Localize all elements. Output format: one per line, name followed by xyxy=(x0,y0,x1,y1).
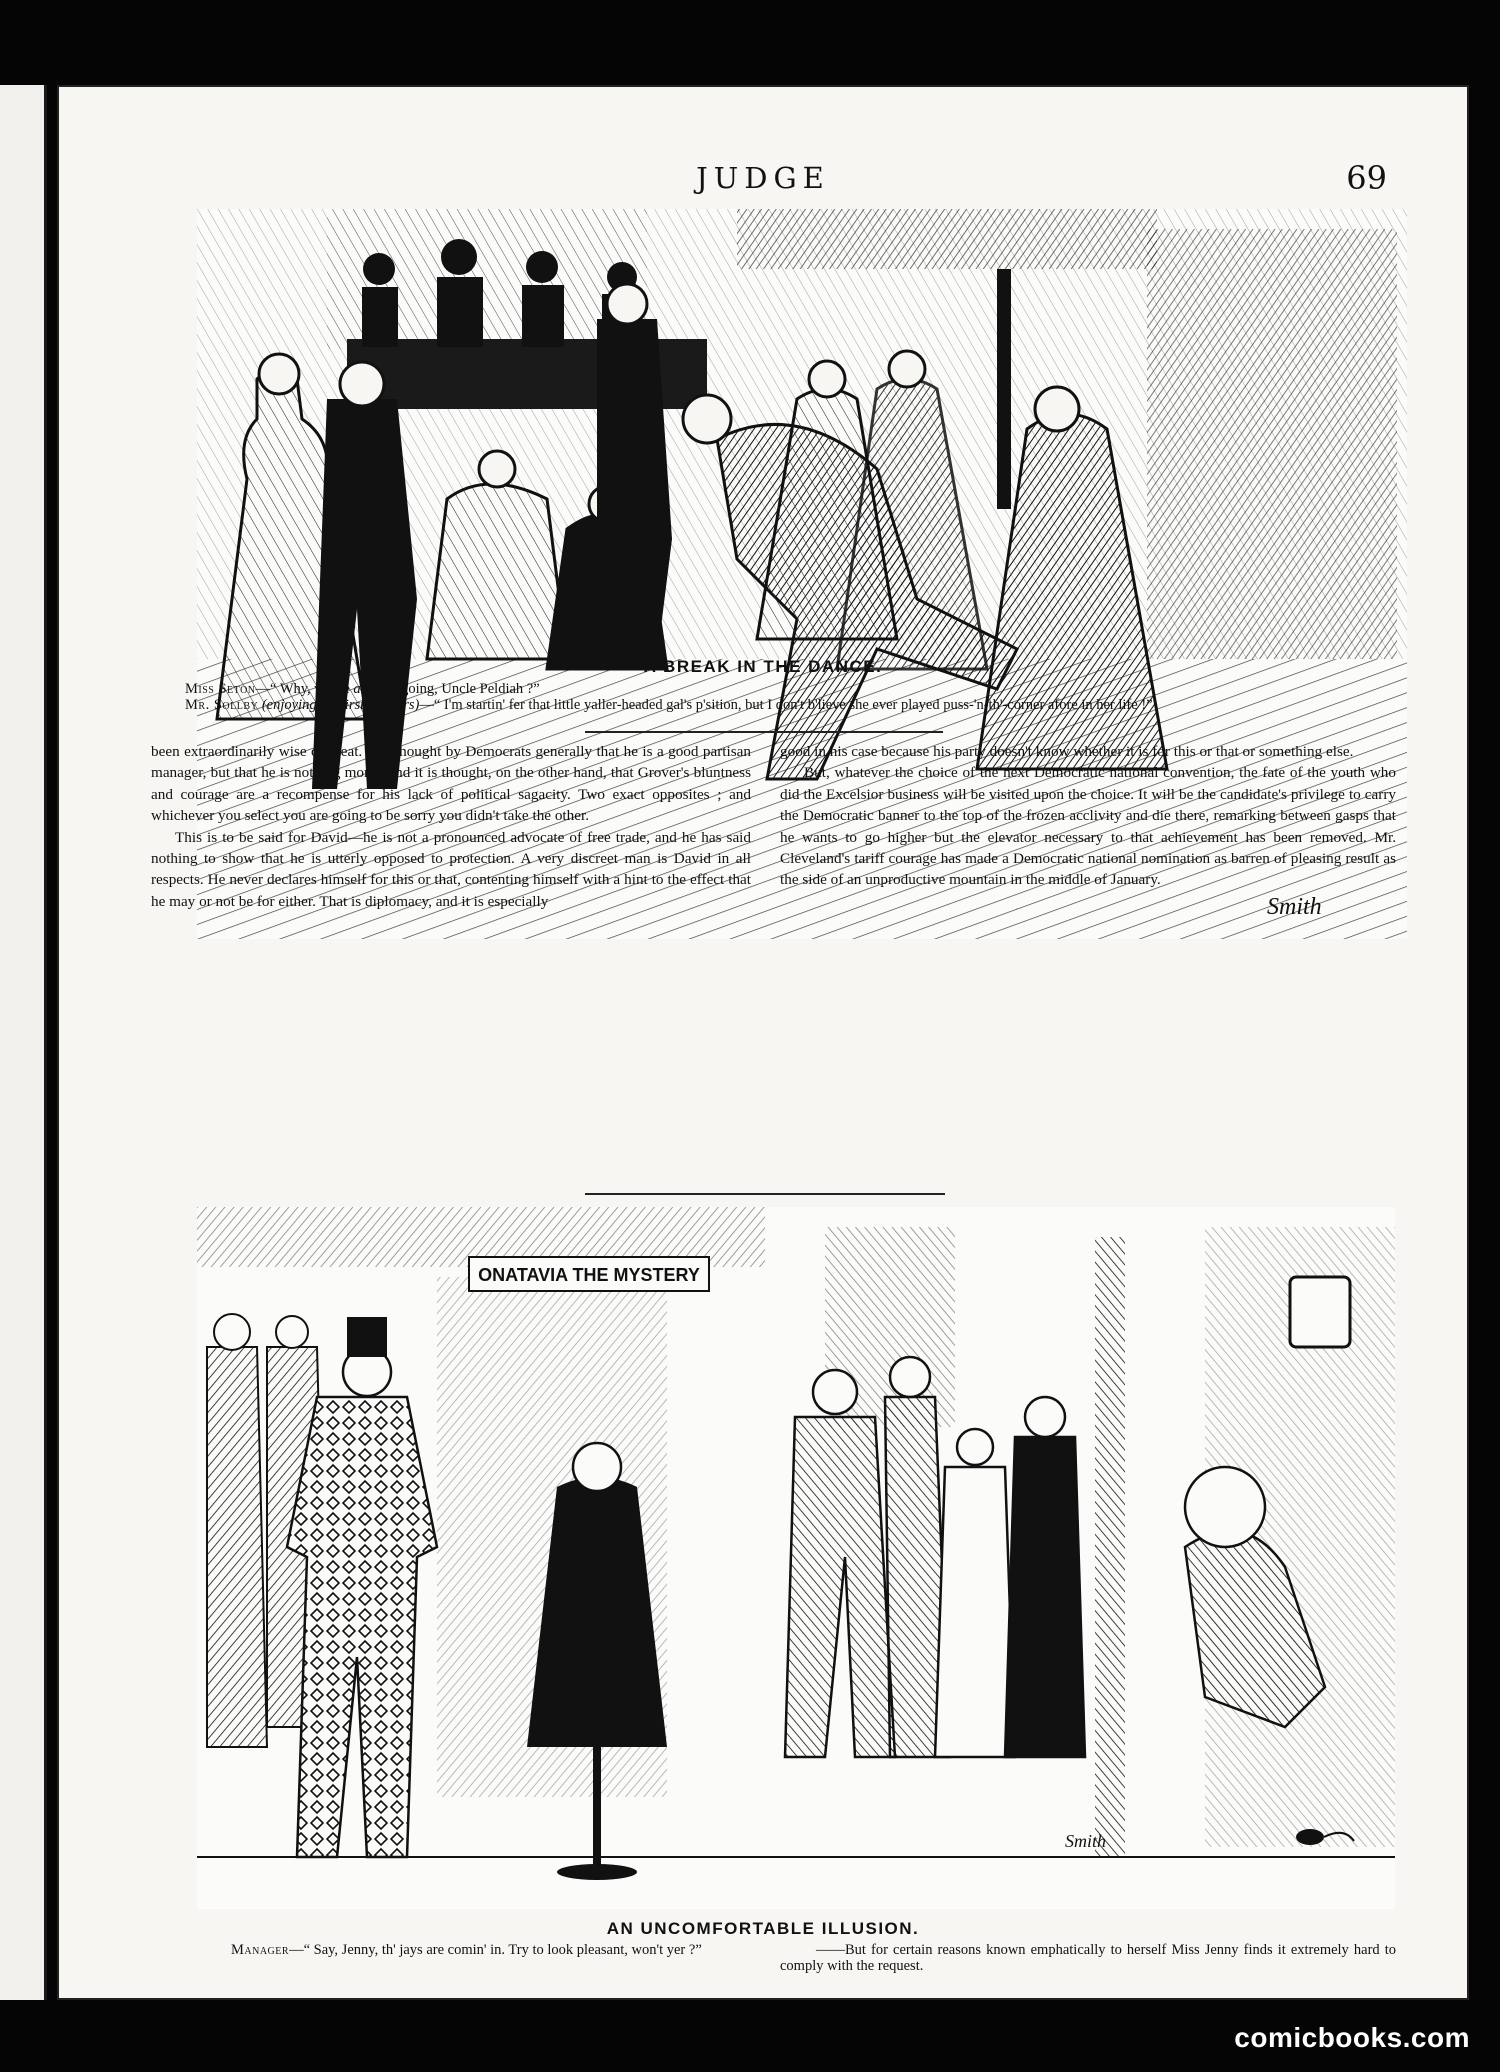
caption-line-mr-sollby xyxy=(149,697,1409,713)
artist-signature: Smith xyxy=(1065,1831,1107,1851)
artist-signature: Smith xyxy=(1267,894,1322,920)
stage-direction: (enjoying his first lanciers) xyxy=(261,697,420,713)
illusion-caption-left xyxy=(181,1942,729,1958)
dance-caption xyxy=(149,681,1409,713)
caption-text: —“ Say, Jenny, th' jays are comin' in. Try to look pleasant, won't yer ?” xyxy=(289,1942,702,1958)
article-paragraph: This is to be said for David—he is not a pronounced advocate of free trade, and he has said nothing to show that he is utterly opposed to protection. A very discreet man is David in all respects. He never declares himself for this or that, contenting himself with a hint to the effect that he may or not be for either. That is diplomacy, and it is especially xyxy=(151,828,751,910)
speaker-mr-sollby: Mr. Sollby xyxy=(185,697,259,713)
cartoon-title-dance: A BREAK IN THE DANCE. xyxy=(643,657,883,676)
cartoon-title-illusion: AN UNCOMFORTABLE ILLUSION. xyxy=(606,1919,920,1938)
sideshow-sign: ONATAVIA THE MYSTERY xyxy=(478,1265,700,1285)
facing-page-edge xyxy=(0,85,47,2000)
section-rule xyxy=(585,731,943,733)
article-column-right xyxy=(780,741,1396,891)
article-paragraph: But, whatever the choice of the next Democratic national convention, the fate of the youth who did the Excelsior business will be visited upon the choice. It will be the candidate's privilege to carry the Democratic banner to the top of the frozen acclivity and die there, remarking between gasps that he wants to go higher but the elevator necessary to that achievement has been removed. Mr. Cleveland's tariff courage has made a Democratic national nomination as barren of pleasing result as the side of an unproductive mountain in the middle of January. xyxy=(780,764,1396,889)
caption-text: —“ I'm startin' fer that little yaller-headed gal's p'sition, but I don't b'lieve she ever played puss-'n-th'-corner afore in her life !” xyxy=(419,697,1153,713)
caption-emphasis: are xyxy=(353,681,373,697)
article-paragraph: been extraordinarily wise or great. It is thought by Democrats generally that he is a good partisan manager, but that he is nothing more ; and it is thought, on the other hand, that Grover's bluntness and courage are a recompense for his lack of political sagacity. Two exact opposites ; and whichever you select you are going to be sorry you didn't take the other. xyxy=(151,743,751,825)
caption-line-miss-seton xyxy=(149,681,1409,697)
sideshow-illustration-left xyxy=(197,1207,792,1909)
speaker-manager: Manager xyxy=(231,1942,290,1958)
page-title: JUDGE xyxy=(696,161,830,195)
article-paragraph: good in his case because his party doesn't know whether it is for this or that or something else. xyxy=(780,743,1354,760)
sideshow-illustration-right xyxy=(765,1207,1395,1909)
page-number: 69 xyxy=(1346,159,1387,197)
illusion-caption-right: ——But for certain reasons known emphatically to herself Miss Jenny finds it extremely hard to comply with the request. xyxy=(780,1942,1396,1974)
article-column-left xyxy=(151,741,751,912)
caption-text: —“ Why, where xyxy=(255,681,354,697)
running-head xyxy=(57,161,1469,201)
section-rule xyxy=(585,1193,945,1195)
magazine-page xyxy=(57,85,1469,2000)
watermark: comicbooks.com xyxy=(1234,2022,1470,2053)
caption-text: you going, Uncle Peldiah ?” xyxy=(372,681,540,697)
speaker-miss-seton: Miss Seton xyxy=(185,681,256,697)
